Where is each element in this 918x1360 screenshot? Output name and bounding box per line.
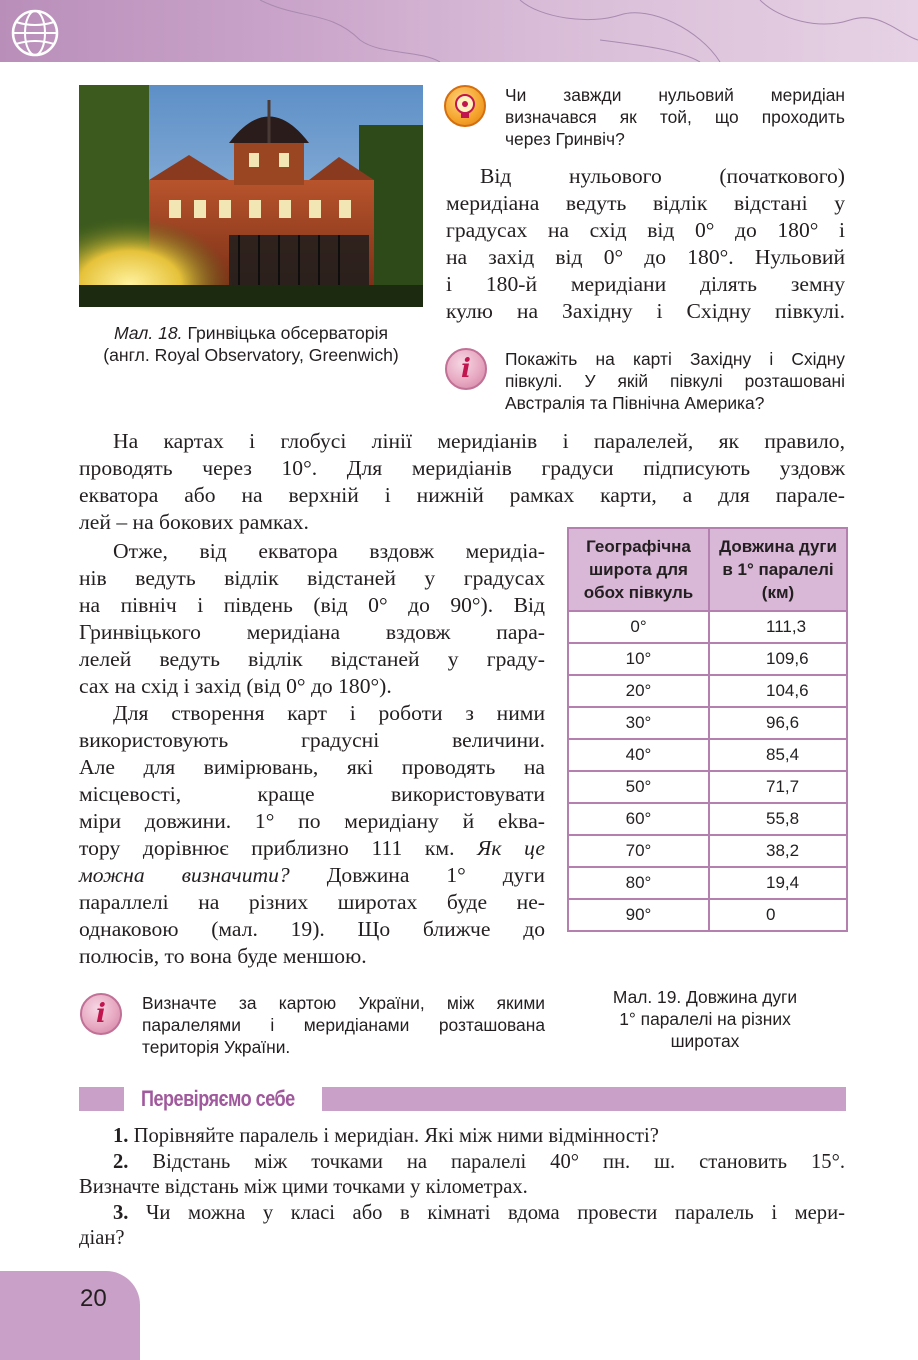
globe-icon <box>10 8 60 58</box>
table-row: 80° 19,4 <box>568 867 847 899</box>
table-row: 70° 38,2 <box>568 835 847 867</box>
table-row: 90° 0 <box>568 899 847 931</box>
self-check-questions: 1. Порівняйте паралель і меридіан. Які між ними відмінності? 2. Відстань між точками на паралелі 40° пн. ш. становить 15°. Визначте відстань між цими точками у кілометрах. 3. Чи можна у класі або в кімнаті вдома провести паралель і мери- діан? <box>79 1125 845 1250</box>
question-1: 1. Порівняйте паралель і меридіан. Які між ними відмінності? <box>113 1125 659 1147</box>
equator-paragraph: Отже, від екватора вздовж меридіа- нів ведуть відлік відстаней у градусах на північ і південь (від 0° до 90°). Від Гринвіцького меридіана вздовж пара- лелей ведуть відлік відстаней у граду- сах на схід і захід (від 0° до 180°). <box>79 539 545 698</box>
figure-19-caption: Мал. 19. Довжина дуги 1° паралелі на різних широтах <box>612 987 798 1051</box>
table-row: 40° 85,4 <box>568 739 847 771</box>
greenwich-observatory-photo <box>79 85 423 307</box>
info-task-hemispheres: Покажіть на карті Західну і Східну півкулі. У якій півкулі розташовані Австралія та Північна Америка? <box>505 349 845 413</box>
table-header-latitude: Географічна широта для обох півкуль <box>568 528 709 611</box>
table-row: 10° 109,6 <box>568 643 847 675</box>
header-band <box>0 0 918 62</box>
table-header-arc-length: Довжина дуги в 1° паралелі (км) <box>709 528 847 611</box>
meridian-paragraph: Від нульового (початкового) меридіана ведуть відлік відстані у градусах на схід від 0° до 180° і на захід від 0° до 180°. Нульовий і 180-й меридіани ділять земну кулю на Західну і Східну півкулі. <box>446 164 845 323</box>
table-row: 20° 104,6 <box>568 675 847 707</box>
map-decoration-icon <box>0 0 918 62</box>
info-icon: i <box>80 993 122 1035</box>
grid-paragraph: На картах і глобусі лінії меридіанів і паралелей, як правило, проводять через 10°. Для меридіанів градуси підписують уздовж екватора або на верхній і нижній рамках карти, а для парале- лей – на бокових рамках. <box>79 429 845 534</box>
lightbulb-icon <box>444 85 486 127</box>
heading-bar-right <box>322 1087 846 1111</box>
self-check-title: Перевіряємо себе <box>141 1086 295 1111</box>
measurement-paragraph: Для створення карт і роботи з ними використовують градусні величини. Але для вимірювань, які проводять на місцевості, краще використовувати міри довжини. 1° по меридіану й ekва- тору дорівнює приблизно 111 км. Як це можна визначити? Довжина 1° дуги параллелі на різних широтах буде не- однаковою (мал. 19). Що ближче до полюсів, то вона буде меншою. <box>79 701 545 968</box>
table-row: 0° 111,3 <box>568 611 847 643</box>
page-tab <box>0 1271 140 1360</box>
heading-bar-left <box>79 1087 124 1111</box>
info-task-ukraine: Визначте за картою України, між якими паралелями і меридіанами розташована територія України. <box>142 993 545 1057</box>
sidebar-question: Чи завжди нульовий меридіан визначався як той, що проходить через Гринвіч? <box>505 85 845 149</box>
question-3: 3. Чи можна у класі або в кімнаті вдома провести паралель і мери- <box>113 1201 845 1224</box>
table-row: 30° 96,6 <box>568 707 847 739</box>
page-number: 20 <box>80 1285 107 1312</box>
arc-length-table <box>567 527 848 932</box>
table-row: 50° 71,7 <box>568 771 847 803</box>
self-check-heading-bar <box>79 1087 846 1111</box>
question-2: 2. Відстань між точками на паралелі 40° пн. ш. становить 15°. <box>113 1150 845 1173</box>
info-icon: i <box>445 348 487 390</box>
table-row: 60° 55,8 <box>568 803 847 835</box>
figure-18-caption: Мал. 18. Гринвіцька обсерваторія (англ. Royal Observatory, Greenwich) <box>103 323 399 365</box>
